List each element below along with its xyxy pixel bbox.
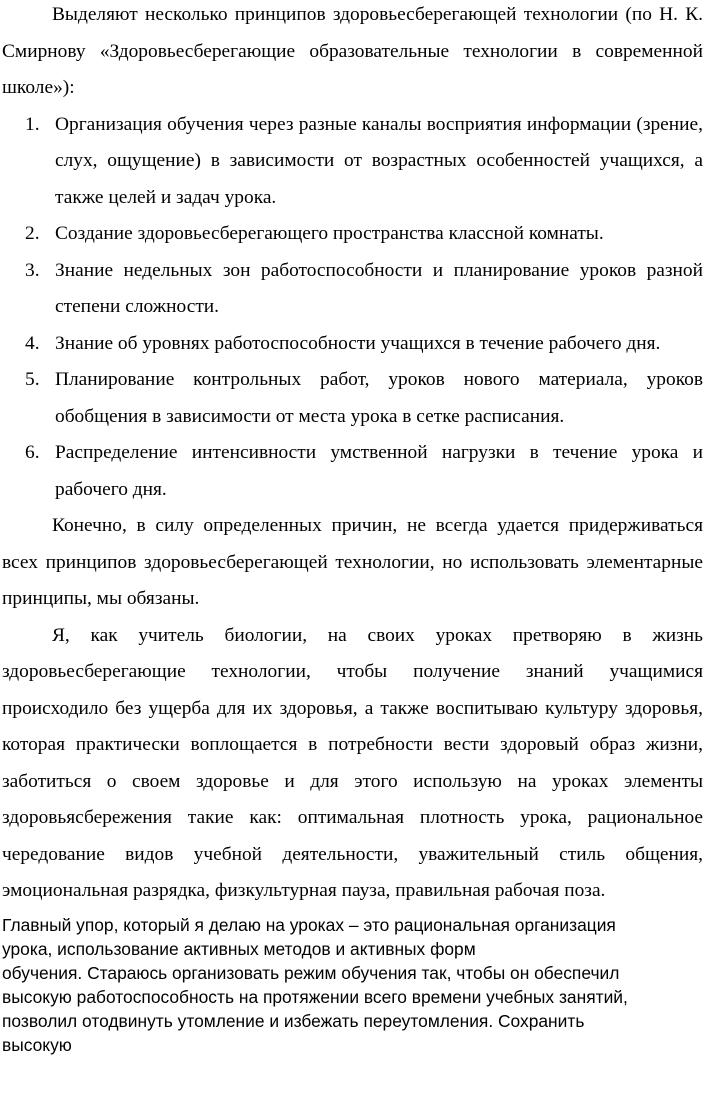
principle-item (25, 216, 703, 253)
principle-number: 3. (25, 259, 40, 281)
closing-line: высокую работоспособность на протяжении всего времени учебных занятий, (2, 986, 628, 1007)
principle-text: Организация обучения через разные каналы восприятия информации (зрение, слух, ощущение) в зависимости от возрастных особенностей учащихся, а также целей и задач урока. (55, 113, 703, 208)
principle-number: 4. (25, 332, 40, 354)
principle-item (25, 435, 703, 508)
principle-item (25, 326, 703, 363)
principle-number: 5. (25, 369, 40, 390)
closing-line: Главный упор, который я делаю на уроках – это рациональная организация (2, 914, 616, 935)
principles-list (2, 107, 703, 509)
principle-text: Планирование контрольных работ, уроков нового материала, уроков обобщения в зависимости от места урока в сетке расписания. (55, 369, 703, 427)
principle-item (25, 253, 703, 326)
closing-paragraph (2, 913, 703, 1057)
principle-item (25, 107, 703, 217)
closing-line: обучения. Стараюсь организовать режим обучения так, чтобы он обеспечил (2, 962, 620, 983)
closing-line: урока, использование активных методов и активных форм (2, 938, 476, 959)
principle-text: Создание здоровьесберегающего пространства классной комнаты. (55, 223, 604, 244)
paragraph-compliance: Конечно, в силу определенных причин, не всегда удается придерживаться всех принципов здоровьесберегающей технологии, но использовать элементарные принципы, мы обязаны. (2, 515, 703, 609)
closing-line: позволил отодвинуть утомление и избежать переутомления. Сохранить (2, 1010, 585, 1031)
principle-item (25, 362, 703, 435)
closing-line: высокую (2, 1034, 72, 1055)
principle-text: Знание недельных зон работоспособности и планирование уроков разной степени сложности. (55, 259, 703, 317)
intro-paragraph: Выделяют несколько принципов здоровьесберегающей технологии (по Н. К. Смирнову «Здоровьесберегающие образовательные технологии в современной школе»): (2, 4, 703, 98)
paragraph-teacher-practice: Я, как учитель биологии, на своих уроках претворяю в жизнь здоровьесберегающие технологии, чтобы получение знаний учащимися происходило без ущерба для их здоровья, а также воспитываю культуру здоровья, которая практически воплощается в потребности вести здоровый образ жизни, заботиться о своем здоровье и для этого использую на уроках элементы здоровьясбережения такие как: оптимальная плотность урока, рациональное чередование видов учебной деятельности, уважительный стиль общения, эмоциональная разрядка, физкультурная пауза, правильная рабочая поза. (2, 624, 703, 901)
principle-text: Знание об уровнях работоспособности учащихся в течение рабочего дня. (55, 332, 661, 354)
principle-text: Распределение интенсивности умственной нагрузки в течение урока и рабочего дня. (55, 442, 703, 500)
principle-number: 6. (25, 442, 40, 463)
principle-number: 1. (25, 113, 40, 135)
principle-number: 2. (25, 223, 40, 244)
